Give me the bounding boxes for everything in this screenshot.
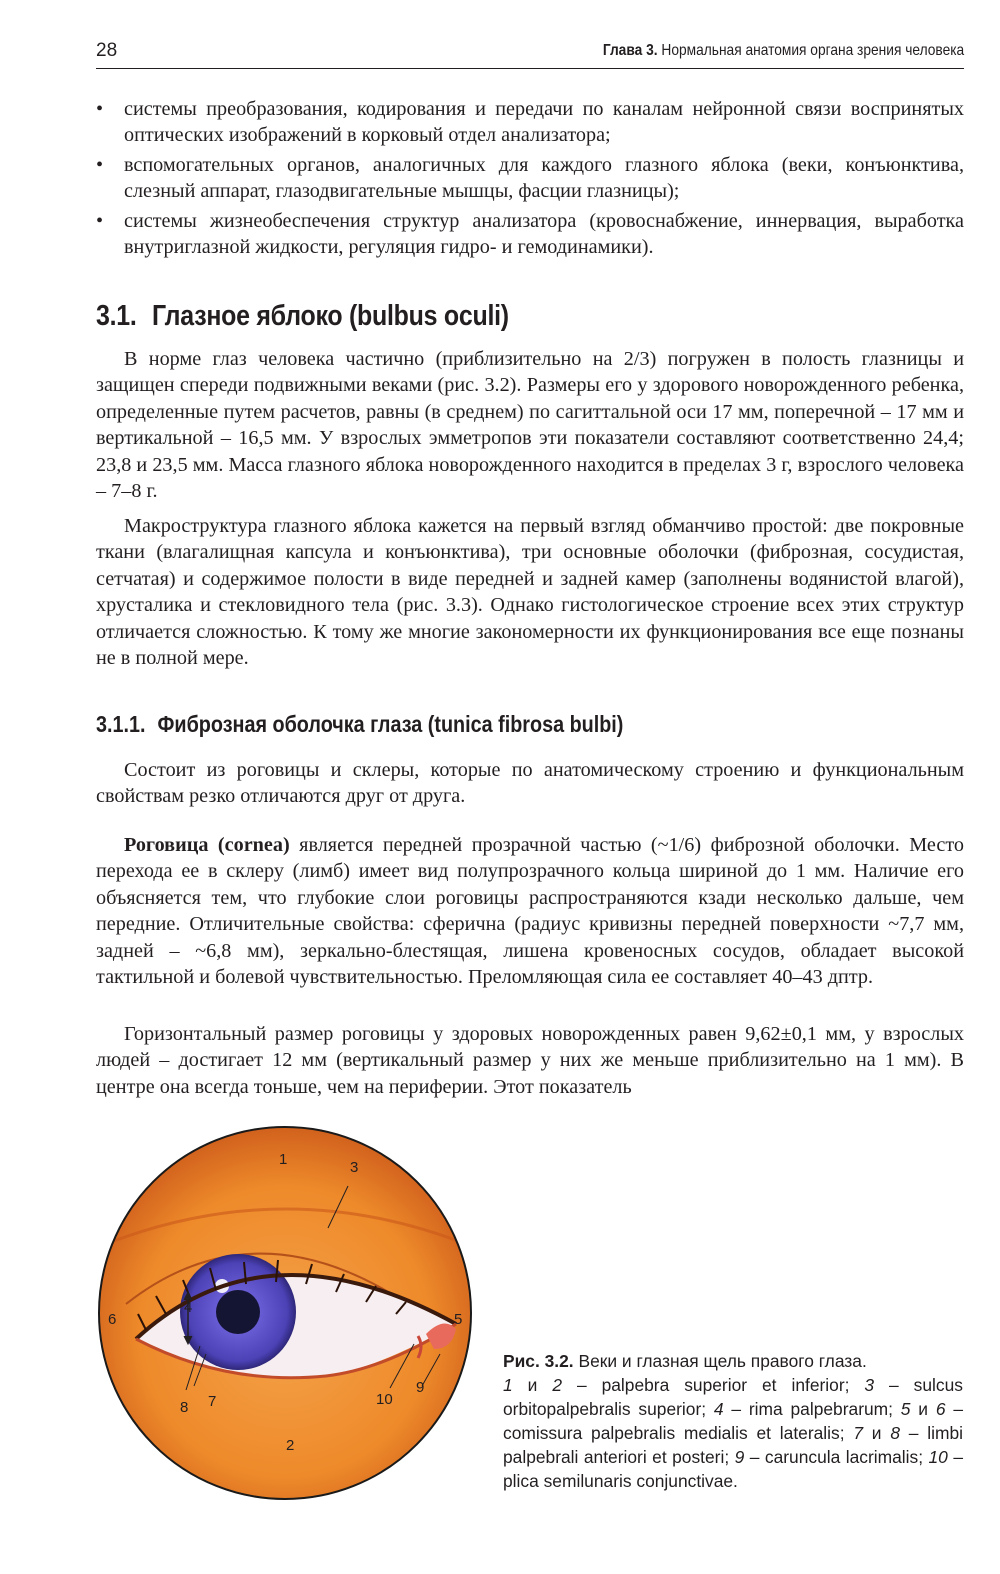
paragraph: Горизонтальный размер роговицы у здоровых новорожденных равен 9,62±0,1 мм, у взрослых людей – достигает 12 мм (вертикальный размер у них же меньше приблизительно на 1 мм). В центре она всегда тоньше, чем на периферии. Этот показатель [96, 1023, 964, 1098]
subsection-heading [96, 711, 623, 738]
page-number: 28 [96, 40, 118, 61]
bullet-icon: • [96, 209, 104, 232]
bullet-icon: • [96, 153, 104, 176]
paragraph: В норме глаз человека частично (приблизительно на 2/3) погружен в полость глазницы и защищен спереди подвижными веками (рис. 3.2). Размеры его у здорового новорожденного ребенка, определенные путем расчетов, равны (в среднем) по сагиттальной оси 17 мм, поперечной – 17 мм и вертикальной – 16,5 мм. У взрослых эмметропов эти показатели составляют соответственно 24,4; 23,8 и 23,5 мм. Масса глазного яблока новорожденного находится в пределах 3 г, взрослого человека – 7–8 г. [96, 348, 964, 503]
section-number: 3.1. [96, 300, 137, 332]
label-9: 9 [416, 1379, 425, 1396]
label-4: 4 [184, 1299, 193, 1316]
label-5: 5 [454, 1311, 463, 1328]
label-10: 10 [376, 1391, 393, 1408]
caption-item: 5 и 6 – comissura palpebralis medialis et lateralis; [503, 1399, 963, 1443]
paragraph-cornea [96, 832, 964, 990]
section-title: Глазное яблоко (bulbus oculi) [152, 300, 509, 332]
caption-item: 4 – rima palpebrarum; [713, 1399, 901, 1419]
pupil [216, 1290, 260, 1334]
paragraph: Состоит из роговицы и склеры, которые по анатомическому строению и функциональным свойствам резко отличаются друг от друга. [96, 759, 964, 808]
cornea-description: является передней прозрачной частью (~1/6) фиброзной оболочки. Место перехода ее в склеру (лимб) имеет вид полупрозрачного кольца шириной до 1 мм. Наличие его объясняется тем, что глубокие слои роговицы распространяются кзади несколько дальше, чем передние. Отличительные свойства: сферична (радиус кривизны передней поверхности ~7,7 мм, задней – ~6,8 мм), зеркально-блестящая, лишена кровеносных сосудов, обладает высокой тактильной и болевой чувствительностью. Преломляющая сила ее составляет 40–43 дптр. [96, 834, 964, 989]
chapter-title: Нормальная анатомия органа зрения человека [661, 42, 964, 59]
chapter-heading [603, 42, 964, 60]
caption-item: 9 – caruncula lacrimalis; [734, 1447, 929, 1467]
chapter-label: Глава 3. [602, 42, 658, 59]
figure-caption [503, 1349, 963, 1493]
section-heading [96, 300, 509, 333]
list-item [96, 208, 964, 261]
label-6: 6 [108, 1311, 117, 1328]
label-2: 2 [286, 1437, 295, 1454]
bullet-icon: • [96, 98, 104, 120]
list-item-text: системы жизнеобеспечения структур анализатора (кровоснабжение, иннервация, выработка внутриглазной жидкости, регуляция гидро- и гемодинамики). [124, 209, 964, 259]
list-item [96, 152, 964, 205]
caption-item: 10 – plica semilunaris conjunctivae. [503, 1447, 963, 1491]
label-1: 1 [279, 1151, 288, 1168]
list-item [96, 96, 964, 149]
label-8: 8 [180, 1399, 189, 1416]
caption-title-text: Веки и глазная щель правого глаза. [573, 1351, 867, 1371]
term-cornea: Роговица (cornea) [124, 834, 290, 856]
list-item-text: вспомогательных органов, аналогичных для каждого глазного яблока (веки, конъюнктива, слезный аппарат, глазодвигательные мышцы, фасции глазницы); [124, 153, 964, 203]
caption-item: 1 и 2 – palpebra superior et inferior; [503, 1375, 865, 1395]
label-3: 3 [350, 1159, 359, 1176]
running-header [96, 38, 964, 69]
label-7: 7 [208, 1393, 217, 1410]
eye-illustration [96, 1124, 474, 1502]
caption-title: Рис. 3.2. [503, 1351, 574, 1371]
caption-item: 7 и 8 – limbi palpebrali anteriori et posteri; [503, 1423, 963, 1467]
list-item-text: системы преобразования, кодирования и передачи по каналам нейронной связи воспринятых оптических изображений в корковый отдел анализатора; [124, 98, 964, 147]
caption-item: 3 – sulcus orbitopalpebralis superior; [503, 1375, 963, 1419]
subsection-title: Фиброзная оболочка глаза (tunica fibrosa bulbi) [157, 711, 624, 737]
bullet-list [96, 96, 964, 263]
subsection-number: 3.1.1. [96, 711, 146, 737]
paragraph: Макроструктура глазного яблока кажется на первый взгляд обманчиво простой: две покровные ткани (влагалищная капсула и конъюнктива), три основные оболочки (фиброзная, сосудистая, сетчатая) и содержимое полости в виде передней и задней камер (заполнены водянистой влагой), хрусталика и стекловидного тела (рис. 3.3). Однако гистологическое строение всех этих структур отличается сложностью. К тому же многие закономерности их функционирования все еще познаны не в полной мере. [96, 515, 964, 670]
